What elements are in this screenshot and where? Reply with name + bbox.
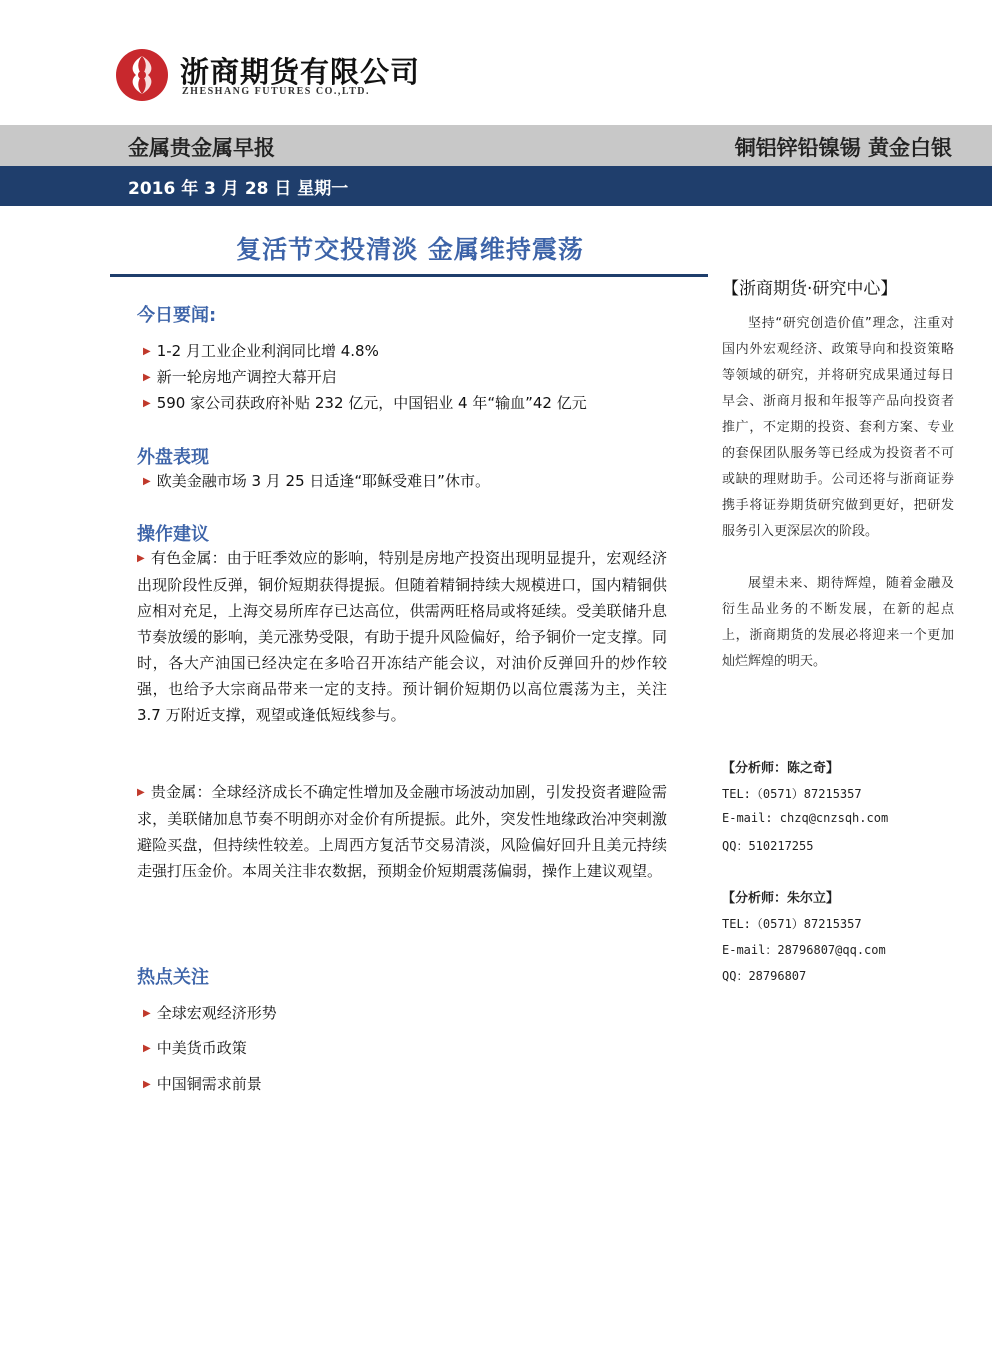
news-item: ▶ 590 家公司获政府补贴 232 亿元，中国铝业 4 年“输血”42 亿元	[143, 394, 587, 412]
news-heading: 今日要闻:	[137, 305, 217, 326]
advice-heading: 操作建议	[137, 524, 209, 545]
report-date: 2016 年 3 月 28 日 星期一	[128, 179, 349, 199]
advice-base-metals: ▶ 有色金属：由于旺季效应的影响，特别是房地产投资出现明显提升，宏观经济出现阶段性反弹，铜价短期获得提振。但随着精铜持续大规模进口，国内精铜供应相对充足，上海交易所库存已达高位，供需两旺格局或将延续。受美联储升息节奏放缓的影响，美元涨势受限，有助于提升风险偏好，给予铜价一定支撑。同时，各大产油国已经决定在多哈召开冻结产能会议，对油价反弹回升的炒作较强，也给予大宗商品带来一定的支持。预计铜价短期仍以高位震荡为主，关注 3.7 万附近支撑，观望或逢低短线参与。	[137, 545, 667, 728]
title-divider	[110, 274, 708, 277]
bullet-arrow-icon: ▶	[143, 1008, 151, 1019]
bullet-arrow-icon: ▶	[137, 787, 145, 798]
bullet-arrow-icon: ▶	[143, 398, 151, 409]
analyst-heading: 【分析师：陈之奇】	[722, 761, 840, 776]
company-name-cn: 浙商期货有限公司	[180, 55, 421, 89]
analyst-email[interactable]: E-mail：28796807@qq.com	[722, 943, 886, 957]
analyst-heading: 【分析师：朱尔立】	[722, 891, 840, 906]
analyst-tel: TEL:（0571）87215357	[722, 787, 862, 801]
analyst-qq: QQ：28796807	[722, 969, 807, 983]
news-item: ▶ 1-2 月工业企业利润同比增 4.8%	[143, 342, 379, 360]
zheshang-logo-icon	[115, 48, 169, 102]
advice-precious-metals: ▶ 贵金属：全球经济成长不确定性增加及金融市场波动加剧，引发投资者避险需求，美联储加息节奏不明朗亦对金价有所提振。此外，突发性地缘政治冲突刺激避险买盘，但持续性较差。上周西方复活节交易清淡，风险偏好回升且美元持续走强打压金价。本周关注非农数据，预期金价短期震荡偏弱，操作上建议观望。	[137, 779, 667, 884]
research-center-outlook: 展望未来、期待辉煌，随着金融及衍生品业务的不断发展，在新的起点上，浙商期货的发展必将迎来一个更加灿烂辉煌的明天。	[722, 576, 954, 669]
date-band	[0, 166, 992, 206]
report-type-band	[0, 125, 992, 166]
analyst-email[interactable]: E-mail: chzq@cnzsqh.com	[722, 811, 889, 825]
research-center-heading: 【浙商期货·研究中心】	[722, 279, 898, 299]
hot-item: ▶ 中美货币政策	[143, 1039, 247, 1057]
overseas-item: ▶ 欧美金融市场 3 月 25 日适逢“耶稣受难日”休市。	[143, 472, 490, 490]
bullet-arrow-icon: ▶	[143, 372, 151, 383]
metals-covered: 铜铝锌铅镍锡 黄金白银	[734, 136, 952, 160]
bullet-arrow-icon: ▶	[143, 346, 151, 357]
analyst-qq: QQ：510217255	[722, 839, 814, 853]
bullet-arrow-icon: ▶	[137, 553, 145, 564]
bullet-arrow-icon: ▶	[143, 1079, 151, 1090]
analyst-tel: TEL:（0571）87215357	[722, 917, 862, 931]
news-item: ▶ 新一轮房地产调控大幕开启	[143, 368, 337, 386]
overseas-heading: 外盘表现	[137, 447, 209, 468]
bullet-arrow-icon: ▶	[143, 476, 151, 487]
report-type: 金属贵金属早报	[128, 136, 275, 160]
hot-item: ▶ 全球宏观经济形势	[143, 1004, 277, 1022]
research-center-intro: 坚持“研究创造价值”理念，注重对国内外宏观经济、政策导向和投资策略等领域的研究，并将研究成果通过每日早会、浙商月报和年报等产品向投资者推广，不定期的投资、套利方案、专业的套保团队服务等已经成为投资者不可或缺的理财助手。公司还将与浙商证券携手将证券期货研究做到更好，把研发服务引入更深层次的阶段。	[722, 316, 954, 539]
hot-heading: 热点关注	[137, 967, 209, 988]
report-title: 复活节交投清淡 金属维持震荡	[236, 235, 584, 264]
bullet-arrow-icon: ▶	[143, 1043, 151, 1054]
company-name-en: ZHESHANG FUTURES CO.,LTD.	[182, 86, 370, 97]
hot-item: ▶ 中国铜需求前景	[143, 1075, 262, 1093]
